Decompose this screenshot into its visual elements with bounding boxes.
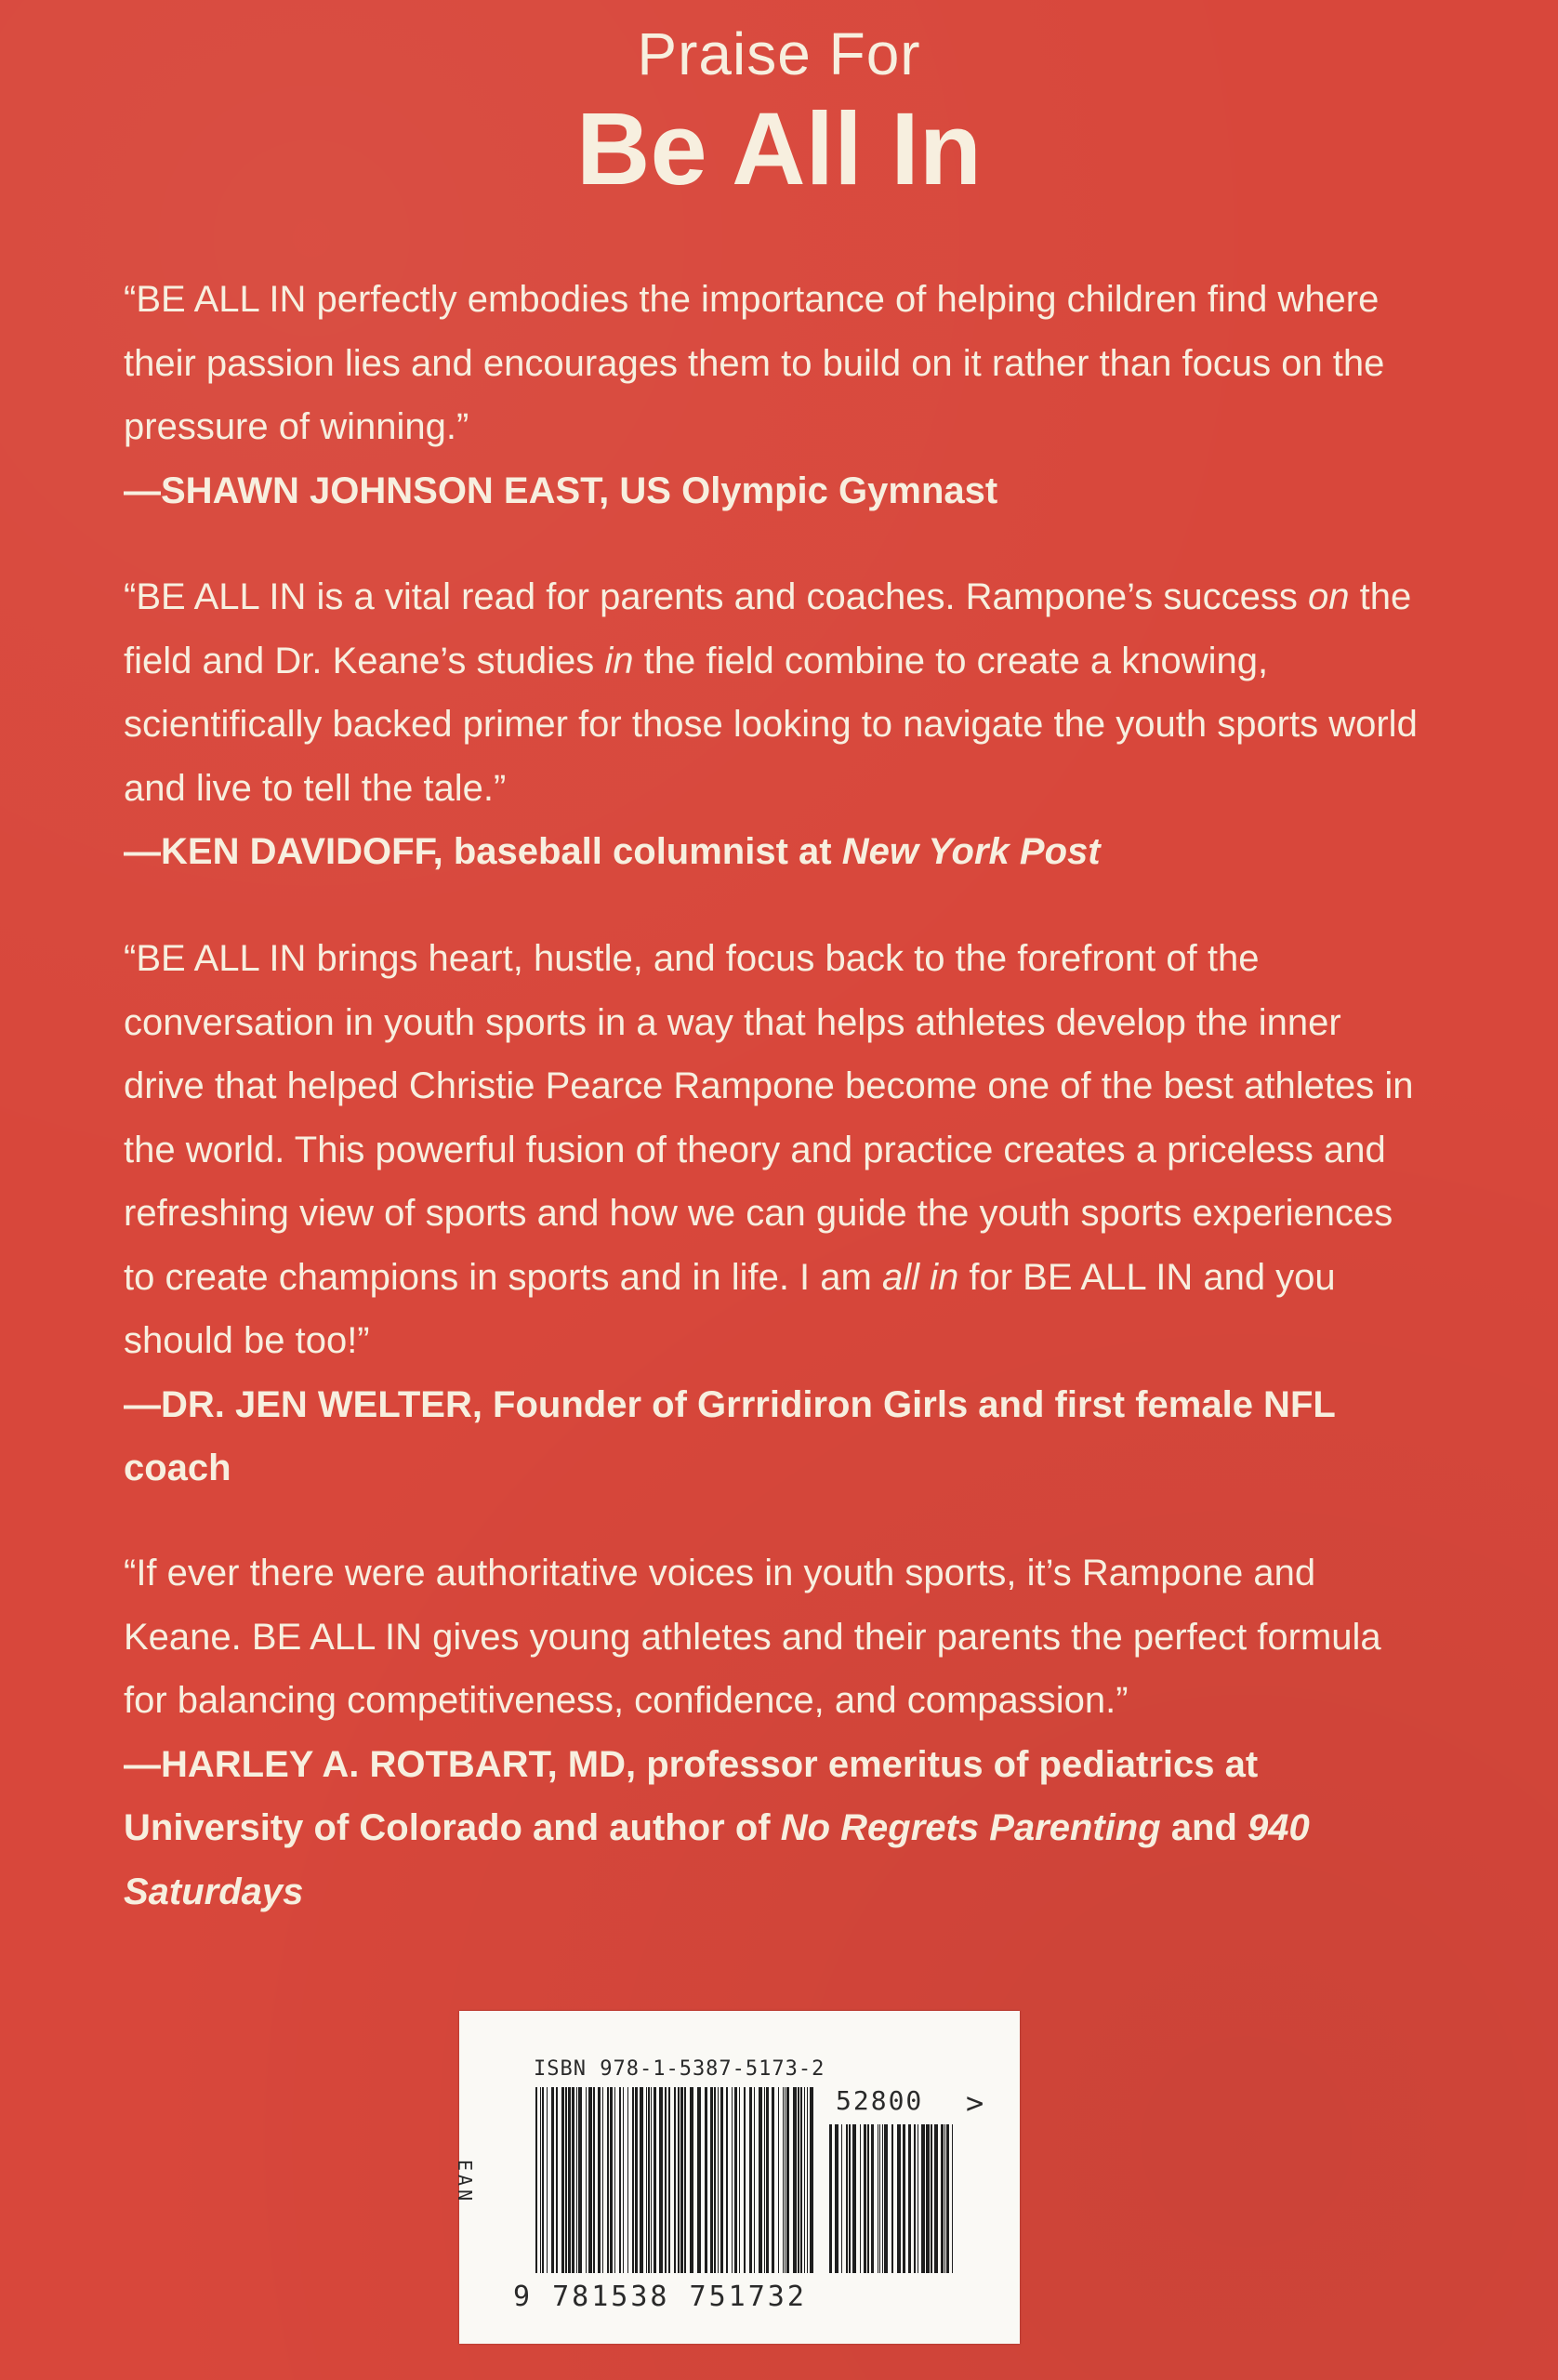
publication-title: New York Post [841, 831, 1101, 872]
ean-barcode-icon [534, 2087, 817, 2273]
price-arrow-icon: > [966, 2085, 984, 2121]
quote-attribution: —DR. JEN WELTER, Founder of Grrridiron Girls and first female NFL coach [124, 1383, 1336, 1488]
ean-label: EAN [454, 2160, 476, 2205]
book-title: Be All In [576, 92, 982, 206]
quote-text [124, 565, 1425, 820]
quote-text-part: for BE ALL IN and you should be too!” [124, 1256, 1336, 1361]
quote-text-part: “BE ALL IN is a vital read for parents and coaches. Rampone’s success [124, 576, 1308, 617]
quote-text: “If ever there were authoritative voices in youth sports, it’s Rampone and Keane. BE ALL IN gives young athletes and their parents the perfect formula for balancing competitiveness, confidence, and compassion.” [124, 1553, 1381, 1721]
ean-digits: 9 781538 751732 [513, 2281, 807, 2313]
isbn-text: ISBN 978-1-5387-5173-2 [534, 2057, 825, 2081]
quote-text: “BE ALL IN perfectly embodies the importance of helping children find where their passion lies and encourages them to build on it rather than focus on the pressure of winning.” [124, 279, 1385, 447]
barcode-label [454, 2011, 1020, 2344]
praise-for-heading: Praise For [637, 20, 921, 87]
quote-2 [124, 565, 1425, 884]
quote-text-emphasis: on [1307, 576, 1350, 617]
quote-text-part: the field and Dr. Keane’s studies [124, 576, 1412, 681]
quote-text-part: “BE ALL IN brings heart, hustle, and focus back to the forefront of the conversation in youth sports in a way that helps athletes develop the inner drive that helped Christie Pearce Rampone become one of the best athletes in the world. This powerful fusion of theory and practice creates a priceless and refreshing view of sports and how we can guide the youth sports experiences to create champions in sports and in life. I am [124, 938, 1414, 1298]
quote-text-part: the field combine to create a knowing, scientifically backed primer for those looking to navigate the youth sports world and live to tell the tale.” [124, 640, 1418, 809]
quote-attribution [124, 820, 1425, 884]
addon-barcode-icon [827, 2124, 957, 2273]
quote-text-emphasis: in [604, 640, 634, 681]
quote-attribution [124, 1733, 1425, 1924]
book-title-reference: 940 Saturdays [124, 1807, 1310, 1912]
quote-attribution: —SHAWN JOHNSON EAST, US Olympic Gymnast [124, 469, 998, 511]
quote-4 [124, 1541, 1425, 1924]
book-title-reference: No Regrets Parenting [780, 1807, 1161, 1848]
quote-1 [124, 268, 1425, 522]
attribution-part: —HARLEY A. ROTBART, MD, professor emeritus of pediatrics at University of Colorado and author of [124, 1743, 1259, 1848]
header [0, 17, 1558, 207]
price-code: 52800 [836, 2085, 924, 2116]
quote-text [124, 927, 1425, 1373]
attribution-part: —KEN DAVIDOFF, baseball columnist at [124, 831, 842, 872]
quote-3 [124, 927, 1425, 1501]
attribution-part: and [1160, 1807, 1248, 1848]
quote-text-emphasis: all in [881, 1256, 959, 1298]
